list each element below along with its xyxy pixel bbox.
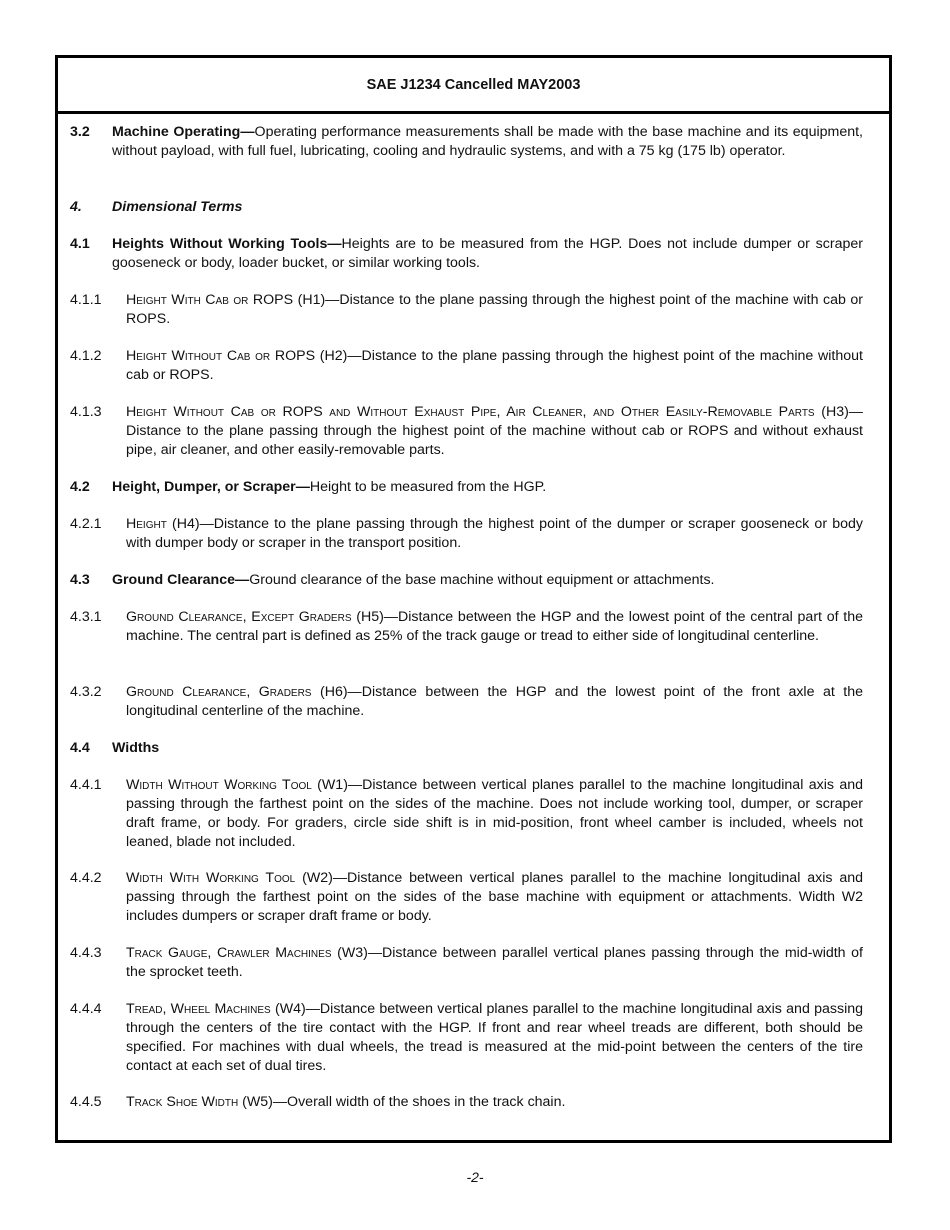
term: Track Gauge, Crawler Machines	[126, 945, 332, 961]
term: Track Shoe Width	[126, 1094, 239, 1110]
section-4-2-1	[70, 515, 863, 553]
section-number: 4.2.1	[70, 516, 102, 532]
section-number: 3.2	[70, 124, 90, 140]
section-number: 4.4.1	[70, 777, 102, 793]
section-title: Ground Clearance—	[112, 572, 250, 588]
section-4-4	[70, 739, 863, 758]
document-frame	[55, 55, 892, 1143]
section-number: 4.	[70, 199, 82, 215]
section-title: Widths	[112, 740, 160, 756]
section-number: 4.4	[70, 740, 90, 756]
section-4-1-1	[70, 291, 863, 329]
term: Ground Clearance, Except Graders	[126, 609, 352, 625]
section-4-3-1	[70, 608, 863, 646]
document-title: SAE J1234 Cancelled MAY2003	[366, 76, 581, 93]
section-number: 4.4.4	[70, 1001, 102, 1017]
section-4-1-2	[70, 347, 863, 385]
page-number: -2-	[466, 1169, 484, 1185]
term: Height With Cab or ROPS	[126, 292, 294, 308]
section-4	[70, 198, 863, 217]
section-number: 4.1.1	[70, 292, 102, 308]
section-4-3-2	[70, 683, 863, 721]
term: Tread, Wheel Machines	[126, 1001, 271, 1017]
section-text: (W4)—Distance between vertical planes parallel to the machine longitudinal axis and passing through the centers of the tire contact with the HGP. If front and rear wheel treads are different, both should be specified. For machines with dual wheels, the tread is measured at the mid-point between the centers of the tire contact at each set of dual tires.	[126, 1001, 864, 1074]
term: Height Without Cab or ROPS and Without Exhaust Pipe, Air Cleaner, and Other Easily-Removable Parts	[126, 404, 815, 420]
section-4-1-3	[70, 403, 863, 460]
section-text: Height to be measured from the HGP.	[309, 479, 547, 495]
section-title: Heights Without Working Tools—	[112, 236, 342, 252]
section-4-4-5	[70, 1093, 863, 1112]
section-3-2	[70, 123, 863, 161]
section-4-4-4	[70, 1000, 863, 1076]
section-4-4-2	[70, 869, 863, 926]
section-text: (H6)—Distance between the HGP and the lowest point of the front axle at the longitudinal centerline of the machine.	[126, 684, 864, 719]
section-number: 4.3.1	[70, 609, 102, 625]
section-text: Operating performance measurements shall be made with the base machine and its equipment, without payload, with full fuel, lubricating, cooling and hydraulic systems, and with a 75 kg (175 lb) operator.	[112, 124, 863, 159]
section-text: (W1)—Distance between vertical planes parallel to the machine longitudinal axis and passing through the farthest point on the sides of the machine. Does not include working tool, dumper, or scraper draft frame, or body. For graders, circle side shift is in mid-position, front wheel camber is included, wheels not leaned, blade not included.	[126, 777, 863, 850]
section-number: 4.1.2	[70, 348, 102, 364]
section-title: Machine Operating—	[112, 124, 255, 140]
section-number: 4.3.2	[70, 684, 102, 700]
section-4-1	[70, 235, 863, 273]
section-text: (H4)—Distance to the plane passing through the highest point of the dumper or scraper gooseneck or body with dumper body or scraper in the transport position.	[126, 516, 863, 551]
section-text: Heights are to be measured from the HGP. Does not include dumper or scraper gooseneck or body, loader bucket, or similar working tools.	[112, 236, 863, 271]
section-text: (H3)—Distance to the plane passing through the highest point of the machine without cab or ROPS and without exhaust pipe, air cleaner, and other easily-removable parts.	[126, 404, 863, 458]
section-text: (W3)—Distance between parallel vertical planes passing through the mid-width of the sprocket teeth.	[126, 945, 863, 980]
section-number: 4.4.5	[70, 1094, 102, 1110]
section-title: Dimensional Terms	[112, 199, 243, 215]
section-number: 4.1	[70, 236, 90, 252]
section-text: (W5)—Overall width of the shoes in the track chain.	[238, 1094, 566, 1110]
term: Ground Clearance, Graders	[126, 684, 312, 700]
section-4-2	[70, 478, 863, 497]
section-4-4-3	[70, 944, 863, 982]
section-number: 4.3	[70, 572, 90, 588]
section-number: 4.4.2	[70, 870, 102, 886]
section-number: 4.1.3	[70, 404, 102, 420]
term: Width Without Working Tool	[126, 777, 312, 793]
section-number: 4.2	[70, 479, 90, 495]
term: Height	[126, 516, 167, 532]
section-4-4-1	[70, 776, 863, 852]
section-text: (H5)—Distance between the HGP and the lowest point of the central part of the machine. The central part is defined as 25% of the track gauge or tread to either side of longitudinal centerline.	[126, 609, 863, 644]
section-4-3	[70, 571, 863, 590]
section-text: (H1)—Distance to the plane passing through the highest point of the machine with cab or ROPS.	[126, 292, 863, 327]
section-text: Ground clearance of the base machine without equipment or attachments.	[249, 572, 715, 588]
term: Width With Working Tool	[126, 870, 296, 886]
section-text: (H2)—Distance to the plane passing through the highest point of the machine without cab or ROPS.	[126, 348, 863, 383]
section-number: 4.4.3	[70, 945, 102, 961]
section-text: (W2)—Distance between vertical planes parallel to the machine longitudinal axis and passing through the farthest point on the sides of the base machine with equipment or attachments. Width W2 includes dumpers or scraper draft frame or body.	[126, 870, 864, 924]
section-title: Height, Dumper, or Scraper—	[112, 479, 310, 495]
document-header	[58, 58, 889, 114]
term: Height Without Cab or ROPS	[126, 348, 316, 364]
